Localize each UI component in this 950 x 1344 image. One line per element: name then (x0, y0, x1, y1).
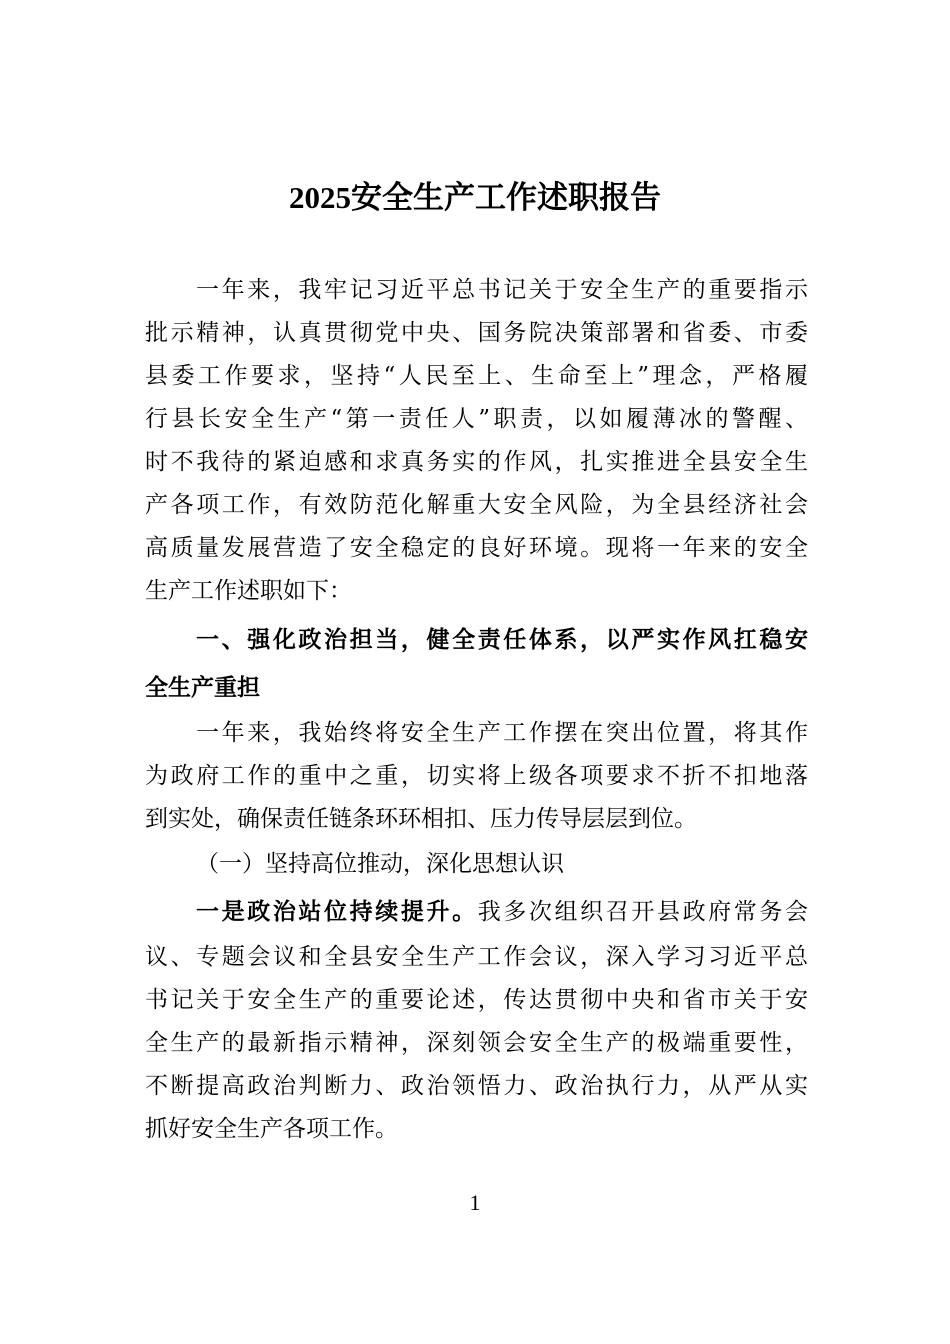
heading-line: 全生产重担 (145, 675, 260, 701)
lead-phrase: 一是政治站位持续提升。 (196, 899, 478, 925)
line-text: 我多次组织召开县政府常务会 (477, 899, 809, 925)
paragraph-line: 全生产的最新指示精神，深刻领会安全生产的极端重要性， (145, 1030, 808, 1056)
paragraph-line: 生产工作述职如下： (145, 578, 352, 604)
page-number: 1 (469, 1190, 481, 1215)
heading-line: 一、强化政治担当，健全责任体系，以严实作风扛稳安 (196, 627, 808, 653)
paragraph-line: 为政府工作的重中之重，切实将上级各项要求不折不扣地落 (145, 763, 808, 789)
paragraph-line: 抓好安全生产各项工作。 (145, 1116, 398, 1142)
paragraph-line: 产各项工作，有效防范化解重大安全风险，为全县经济社会 (145, 492, 808, 518)
document-title: 2025安全生产工作述职报告 (289, 180, 661, 215)
paragraph-line: 县委工作要求，坚持“人民至上、生命至上”理念，严格履 (145, 363, 808, 389)
paragraph-line: 到实处，确保责任链条环环相扣、压力传导层层到位。 (145, 806, 697, 832)
paragraph-line: 行县长安全生产“第一责任人”职责，以如履薄冰的警醒、 (145, 406, 808, 432)
paragraph-line: 书记关于安全生产的重要论述，传达贯彻中央和省市关于安 (145, 987, 808, 1013)
heading-line: （一）坚持高位推动，深化思想认识 (196, 851, 564, 877)
paragraph-line: 议、专题会议和全县安全生产工作会议，深入学习习近平总 (145, 944, 808, 970)
paragraph-line: 时不我待的紧迫感和求真务实的作风，扎实推进全县安全生 (145, 449, 808, 475)
paragraph-line: 批示精神，认真贯彻党中央、国务院决策部署和省委、市委 (145, 320, 808, 346)
paragraph-line: 不断提高政治判断力、政治领悟力、政治执行力，从严从实 (145, 1073, 808, 1099)
paragraph-line: 一年来，我始终将安全生产工作摆在突出位置，将其作 (196, 720, 808, 746)
paragraph-line: 高质量发展营造了安全稳定的良好环境。现将一年来的安全 (145, 535, 808, 561)
paragraph-line: 一年来，我牢记习近平总书记关于安全生产的重要指示 (196, 277, 808, 303)
paragraph-line (196, 890, 808, 934)
